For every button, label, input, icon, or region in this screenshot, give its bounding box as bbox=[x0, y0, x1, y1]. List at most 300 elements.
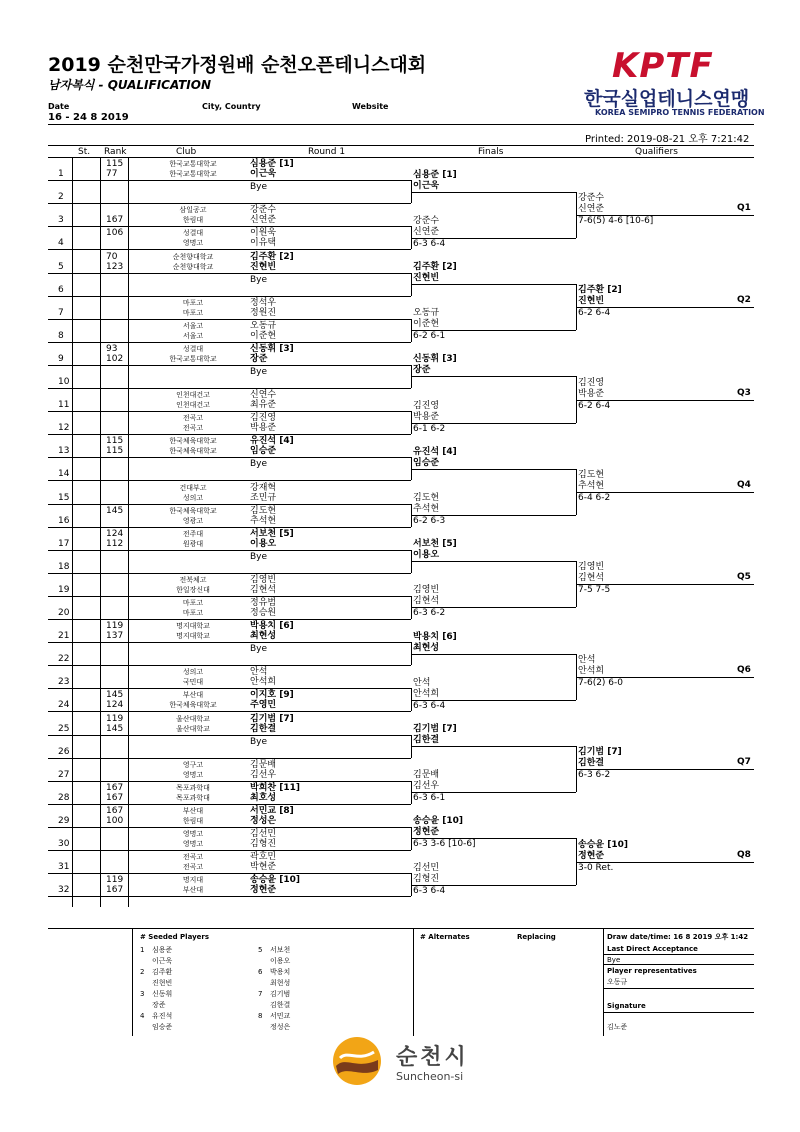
date-label: Date bbox=[48, 102, 70, 111]
finals-player: 김영빈 bbox=[413, 585, 440, 596]
draw-line bbox=[48, 758, 411, 759]
rank-value: 167 bbox=[106, 215, 124, 226]
club-name: 인천대건고 bbox=[176, 391, 210, 400]
rank-value: 102 bbox=[106, 353, 124, 364]
club-name: 부산대 bbox=[182, 806, 204, 815]
club-name: 마포고 bbox=[182, 308, 204, 317]
qualifier-player: 안석희 bbox=[578, 665, 605, 676]
col-qualifiers: Qualifiers bbox=[635, 147, 678, 157]
club-name: 전곡고 bbox=[182, 863, 204, 872]
qualifier-player: 진현빈 bbox=[578, 296, 605, 307]
player-name: 정성은 bbox=[250, 815, 277, 826]
draw-line bbox=[48, 573, 411, 574]
club-name: 한일장신대 bbox=[176, 585, 210, 594]
seed-player: 심용준 bbox=[152, 946, 173, 954]
seed-player: 서민교 bbox=[270, 1012, 291, 1020]
club-name: 전곡고 bbox=[182, 853, 204, 862]
seed-player: 최현성 bbox=[270, 979, 291, 987]
seed-number: 7 bbox=[258, 990, 263, 998]
player-name: 김선민 bbox=[250, 829, 277, 839]
draw-line bbox=[48, 388, 411, 389]
player-reps-value: 오동규 bbox=[607, 978, 628, 986]
col-st: St. bbox=[78, 147, 91, 157]
draw-line bbox=[48, 550, 411, 551]
finals-score: 6-1 6-2 bbox=[413, 423, 446, 434]
seed-player: 정성은 bbox=[270, 1023, 291, 1031]
website-label: Website bbox=[352, 102, 389, 111]
club-name: 한국체육대학교 bbox=[169, 437, 217, 446]
finals-player: 추석현 bbox=[413, 504, 440, 515]
player-name: Bye bbox=[250, 644, 268, 655]
qualifier-player: 추석현 bbox=[578, 480, 605, 491]
player-name: 유진석 [4] bbox=[250, 436, 294, 447]
player-name: 강재혁 bbox=[250, 482, 277, 493]
qualifier-score: 7-5 7-5 bbox=[578, 585, 611, 596]
seed-player: 이근욱 bbox=[152, 957, 173, 965]
club-name: 국민대 bbox=[182, 678, 204, 687]
rank-value: 119 bbox=[106, 875, 124, 886]
player-name: 김형진 bbox=[250, 839, 277, 849]
finals-player: 심용준 [1] bbox=[413, 169, 457, 180]
finals-player: 이근욱 bbox=[413, 180, 440, 191]
draw-line bbox=[48, 504, 411, 505]
club-name: 인천대건고 bbox=[176, 401, 210, 410]
player-name: 신동휘 [3] bbox=[250, 343, 294, 354]
rank-value: 137 bbox=[106, 631, 124, 642]
draw-number: 6 bbox=[58, 284, 64, 295]
player-name: 박용치 [6] bbox=[250, 621, 294, 632]
draw-number: 25 bbox=[58, 723, 70, 734]
draw-line bbox=[48, 596, 411, 597]
qualifier-label: Q4 bbox=[737, 479, 751, 490]
col-club: Club bbox=[176, 147, 197, 157]
finals-player: 신동휘 [3] bbox=[413, 354, 457, 365]
player-name: 임승준 bbox=[250, 446, 277, 457]
finals-player: 김선민 bbox=[413, 862, 440, 873]
seed-number: 8 bbox=[258, 1012, 263, 1020]
club-name: 한림대 bbox=[182, 816, 204, 825]
page-title: 2019 순천만국가정원배 순천오픈테니스대회 bbox=[48, 54, 427, 76]
draw-line bbox=[48, 296, 411, 297]
club-name: 전곡고 bbox=[182, 414, 204, 423]
signature-label: Signature bbox=[607, 1002, 646, 1010]
draw-number: 30 bbox=[58, 839, 70, 849]
draw-line bbox=[48, 203, 411, 204]
finals-score: 6-3 6-1 bbox=[413, 793, 446, 804]
player-name: 신연수 bbox=[250, 390, 277, 401]
draw-number: 29 bbox=[58, 815, 70, 826]
finals-line bbox=[411, 376, 576, 377]
finals-score: 6-2 6-1 bbox=[413, 331, 446, 342]
finals-player: 오동규 bbox=[413, 308, 440, 319]
club-name: 영광고 bbox=[182, 516, 204, 525]
player-name: 서보천 [5] bbox=[250, 528, 294, 539]
draw-number: 10 bbox=[58, 377, 70, 387]
draw-datetime: Draw date/time: 16 8 2019 오후 1:42 bbox=[607, 933, 749, 941]
rank-value: 115 bbox=[106, 446, 124, 457]
seed-player: 김한결 bbox=[270, 1001, 291, 1009]
finals-player: 정현준 bbox=[413, 827, 440, 838]
draw-line bbox=[48, 711, 411, 712]
qualifier-label: Q6 bbox=[737, 664, 751, 675]
draw-line bbox=[48, 619, 411, 620]
suncheon-emblem-icon bbox=[332, 1036, 382, 1086]
lda-label: Last Direct Acceptance bbox=[607, 945, 698, 953]
player-name: 김도현 bbox=[250, 505, 277, 516]
draw-line bbox=[48, 180, 411, 181]
finals-player: 강준수 bbox=[413, 215, 440, 226]
qualifier-player: 김영빈 bbox=[578, 562, 605, 573]
city-name-kr: 순천시 bbox=[396, 1045, 469, 1070]
seed-player: 이용오 bbox=[270, 957, 291, 965]
club-name: 성의고 bbox=[182, 493, 204, 502]
player-name: 박희찬 [11] bbox=[250, 782, 300, 793]
rank-value: 106 bbox=[106, 228, 124, 239]
club-name: 마포고 bbox=[182, 298, 204, 307]
qualifier-player: 김한결 bbox=[578, 758, 605, 769]
player-name: Bye bbox=[250, 182, 268, 193]
draw-number: 8 bbox=[58, 330, 64, 341]
player-name: 최현성 bbox=[250, 631, 277, 642]
club-name: 영명고 bbox=[182, 770, 204, 779]
club-name: 영구고 bbox=[182, 760, 204, 769]
replacing-label: Replacing bbox=[517, 933, 556, 941]
city-name-en: Suncheon-si bbox=[396, 1070, 464, 1083]
finals-player: 김문배 bbox=[413, 770, 440, 781]
draw-line bbox=[48, 249, 411, 250]
finals-player: 신연준 bbox=[413, 226, 440, 237]
player-name: 정석우 bbox=[250, 297, 277, 308]
player-name: 진현빈 bbox=[250, 261, 277, 272]
draw-number: 22 bbox=[58, 654, 70, 665]
finals-line bbox=[411, 654, 576, 655]
finals-player: 김선우 bbox=[413, 781, 440, 792]
seed-player: 장준 bbox=[152, 1001, 166, 1009]
draw-number: 16 bbox=[58, 515, 70, 526]
qualifier-player: 안석 bbox=[578, 654, 596, 665]
draw-line bbox=[48, 480, 411, 481]
club-name: 한국체육대학교 bbox=[169, 701, 217, 710]
player-name: 안석희 bbox=[250, 677, 277, 688]
seed-player: 서보천 bbox=[270, 946, 291, 954]
draw-line bbox=[48, 342, 411, 343]
player-name: Bye bbox=[250, 274, 268, 285]
club-name: 성결대 bbox=[182, 229, 204, 238]
draw-number: 32 bbox=[58, 885, 70, 896]
player-name: Bye bbox=[250, 367, 268, 377]
draw-line bbox=[48, 411, 411, 412]
draw-line bbox=[48, 873, 411, 874]
player-name: 신연준 bbox=[250, 215, 277, 226]
finals-score: 6-3 6-4 bbox=[413, 885, 446, 896]
col-rank: Rank bbox=[104, 147, 127, 157]
seed-player: 신동휘 bbox=[152, 990, 173, 998]
player-name: 심용준 [1] bbox=[250, 159, 294, 170]
player-name: 추석현 bbox=[250, 515, 277, 526]
qualifier-player: 김도현 bbox=[578, 469, 605, 480]
finals-player: 김도현 bbox=[413, 493, 440, 504]
player-name: 김문배 bbox=[250, 759, 277, 770]
finals-line bbox=[411, 561, 576, 562]
rank-value: 112 bbox=[106, 538, 124, 549]
draw-line bbox=[48, 896, 411, 897]
club-name: 삼일공고 bbox=[179, 206, 207, 215]
rank-value: 115 bbox=[106, 436, 124, 447]
club-name: 성의고 bbox=[182, 668, 204, 677]
qualifier-score: 6-2 6-4 bbox=[578, 308, 611, 319]
draw-line bbox=[48, 735, 411, 736]
player-name: 이근욱 bbox=[250, 169, 277, 180]
player-name: 이준현 bbox=[250, 330, 277, 341]
club-name: 마포고 bbox=[182, 609, 204, 617]
player-name: 조민규 bbox=[250, 492, 277, 503]
finals-player: 안석 bbox=[413, 677, 431, 688]
draw-line bbox=[48, 781, 411, 782]
finals-player: 박용치 [6] bbox=[413, 631, 457, 642]
rank-value: 115 bbox=[106, 159, 124, 170]
club-name: 울산대학교 bbox=[176, 724, 210, 733]
kptf-logo: KPTF bbox=[612, 46, 714, 86]
qualifier-player: 김진영 bbox=[578, 377, 605, 388]
draw-number: 27 bbox=[58, 769, 70, 780]
club-name: 울산대학교 bbox=[176, 714, 210, 723]
club-name: 서울고 bbox=[182, 321, 204, 330]
player-name: 김한결 bbox=[250, 723, 277, 734]
rank-value: 167 bbox=[106, 782, 124, 793]
club-name: 한국체육대학교 bbox=[169, 447, 217, 456]
club-name: 부산대 bbox=[182, 691, 204, 700]
finals-score: 6-2 6-3 bbox=[413, 516, 446, 527]
qualifier-score: 3-0 Ret. bbox=[578, 862, 614, 873]
draw-number: 9 bbox=[58, 353, 64, 364]
player-name: 이유택 bbox=[250, 238, 277, 249]
draw-number: 21 bbox=[58, 631, 70, 642]
player-name: 안석 bbox=[250, 667, 268, 678]
draw-number: 3 bbox=[58, 215, 64, 226]
club-name: 목포과학대 bbox=[176, 793, 210, 802]
draw-line bbox=[48, 319, 411, 320]
finals-score: 6-3 6-2 bbox=[413, 608, 446, 619]
player-name: Bye bbox=[250, 736, 268, 747]
player-name: 오동규 bbox=[250, 320, 277, 331]
rank-value: 145 bbox=[106, 690, 124, 701]
finals-player: 김기범 [7] bbox=[413, 724, 457, 735]
player-name: 정승원 bbox=[250, 608, 277, 618]
signature-value: 김노준 bbox=[607, 1023, 628, 1031]
qualifier-label: Q3 bbox=[737, 387, 751, 398]
draw-line bbox=[48, 273, 411, 274]
player-name: 이용오 bbox=[250, 538, 277, 549]
player-name: 이원욱 bbox=[250, 228, 277, 239]
club-name: 한국교통대학교 bbox=[169, 170, 217, 179]
federation-name-kr: 한국실업테니스연맹 bbox=[584, 88, 750, 110]
player-name: 박현준 bbox=[250, 862, 277, 873]
club-name: 순천향대학교 bbox=[172, 262, 214, 271]
qualifier-player: 박용준 bbox=[578, 388, 605, 399]
draw-number: 12 bbox=[58, 423, 70, 434]
finals-player: 박용준 bbox=[413, 411, 440, 422]
col-finals: Finals bbox=[478, 147, 504, 157]
player-name: 김주환 [2] bbox=[250, 251, 294, 262]
qualifier-score: 7-6(5) 4-6 [10-6] bbox=[578, 215, 654, 226]
seed-number: 5 bbox=[258, 946, 263, 954]
club-name: 한국체육대학교 bbox=[169, 506, 217, 515]
seed-number: 4 bbox=[140, 1012, 145, 1020]
seed-player: 진현빈 bbox=[152, 979, 173, 987]
qualifier-label: Q2 bbox=[737, 295, 751, 306]
draw-number: 5 bbox=[58, 261, 64, 272]
seed-player: 김주환 bbox=[152, 968, 173, 976]
player-name: 최유준 bbox=[250, 400, 277, 411]
player-name: 김영빈 bbox=[250, 574, 277, 585]
qualifier-score: 7-6(2) 6-0 bbox=[578, 677, 624, 688]
player-name: 김기범 [7] bbox=[250, 713, 294, 724]
draw-number: 4 bbox=[58, 238, 64, 249]
club-name: 한국교통대학교 bbox=[169, 354, 217, 363]
player-name: 이지호 [9] bbox=[250, 690, 294, 701]
draw-line bbox=[48, 642, 411, 643]
finals-player: 김진영 bbox=[413, 400, 440, 411]
rank-value: 167 bbox=[106, 792, 124, 803]
finals-line bbox=[411, 469, 576, 470]
finals-line bbox=[411, 746, 576, 747]
player-reps-label: Player representatives bbox=[607, 967, 697, 975]
club-name: 순천향대학교 bbox=[172, 252, 214, 261]
finals-score: 6-3 6-4 bbox=[413, 700, 446, 711]
draw-number: 24 bbox=[58, 700, 70, 711]
finals-player: 김형진 bbox=[413, 873, 440, 884]
player-name: 정현준 bbox=[250, 885, 277, 896]
draw-number: 11 bbox=[58, 400, 70, 411]
club-name: 명지대학교 bbox=[176, 632, 210, 641]
player-name: 강준수 bbox=[250, 205, 277, 216]
player-name: 김진영 bbox=[250, 413, 277, 424]
club-name: 목포과학대 bbox=[176, 783, 210, 792]
draw-number: 13 bbox=[58, 446, 70, 457]
player-name: 정원진 bbox=[250, 307, 277, 318]
rank-value: 167 bbox=[106, 885, 124, 896]
draw-line bbox=[48, 434, 411, 435]
draw-line bbox=[48, 850, 411, 851]
qualifier-label: Q7 bbox=[737, 757, 751, 768]
player-name: 정유범 bbox=[250, 598, 277, 608]
player-name: 김선우 bbox=[250, 769, 277, 780]
player-name: 장준 bbox=[250, 353, 268, 364]
qualifier-player: 신연준 bbox=[578, 203, 605, 214]
draw-number: 28 bbox=[58, 792, 70, 803]
qualifier-label: Q5 bbox=[737, 572, 751, 583]
club-name: 전북체고 bbox=[179, 575, 207, 584]
finals-player: 진현빈 bbox=[413, 273, 440, 284]
draw-line bbox=[48, 226, 411, 227]
finals-player: 송승윤 [10] bbox=[413, 816, 463, 827]
seed-number: 2 bbox=[140, 968, 145, 976]
draw-line bbox=[48, 804, 411, 805]
printed-timestamp: Printed: 2019-08-21 오후 7:21:42 bbox=[585, 134, 750, 145]
seed-number: 1 bbox=[140, 946, 145, 954]
player-name: Bye bbox=[250, 551, 268, 562]
seed-number: 3 bbox=[140, 990, 145, 998]
seed-player: 김기범 bbox=[270, 990, 291, 998]
rank-value: 124 bbox=[106, 528, 124, 539]
rank-value: 124 bbox=[106, 700, 124, 711]
alternates-label: # Alternates bbox=[420, 933, 470, 941]
finals-player: 장준 bbox=[413, 365, 431, 376]
qualifier-score: 6-4 6-2 bbox=[578, 492, 611, 503]
player-name: 곽호민 bbox=[250, 852, 277, 863]
lda-value: Bye bbox=[607, 956, 621, 964]
draw-line bbox=[48, 827, 411, 828]
club-name: 건대부고 bbox=[179, 483, 207, 492]
draw-number: 14 bbox=[58, 469, 70, 480]
finals-player: 이준현 bbox=[413, 319, 440, 330]
draw-line bbox=[48, 665, 411, 666]
seed-player: 임승준 bbox=[152, 1023, 173, 1031]
club-name: 부산대 bbox=[182, 886, 204, 895]
draw-number: 20 bbox=[58, 608, 70, 618]
finals-score: 6-3 3-6 [10-6] bbox=[413, 839, 476, 850]
finals-player: 안석희 bbox=[413, 688, 440, 699]
rank-value: 100 bbox=[106, 815, 124, 826]
club-name: 영명고 bbox=[182, 840, 204, 848]
finals-player: 김현석 bbox=[413, 596, 440, 607]
finals-player: 이용오 bbox=[413, 550, 440, 561]
rank-value: 93 bbox=[106, 343, 118, 354]
rank-value: 77 bbox=[106, 169, 118, 180]
draw-line bbox=[48, 457, 411, 458]
qualifier-player: 김주환 [2] bbox=[578, 285, 622, 296]
finals-player: 유진석 [4] bbox=[413, 446, 457, 457]
rank-value: 119 bbox=[106, 621, 124, 632]
draw-number: 2 bbox=[58, 192, 64, 203]
draw-number: 23 bbox=[58, 677, 70, 688]
player-name: 최호성 bbox=[250, 792, 277, 803]
date-value: 16 - 24 8 2019 bbox=[48, 112, 129, 123]
finals-player: 최현성 bbox=[413, 642, 440, 653]
player-name: 송승윤 [10] bbox=[250, 875, 300, 886]
draw-line bbox=[48, 365, 411, 366]
finals-score: 6-3 6-4 bbox=[413, 238, 446, 249]
finals-player: 임승준 bbox=[413, 457, 440, 468]
col-round1: Round 1 bbox=[308, 147, 346, 157]
club-name: 마포고 bbox=[182, 599, 204, 607]
club-name: 명지대학교 bbox=[176, 622, 210, 631]
seeded-players-label: # Seeded Players bbox=[140, 933, 210, 941]
draw-line bbox=[48, 527, 411, 528]
draw-number: 26 bbox=[58, 746, 70, 757]
qualifier-player: 정현준 bbox=[578, 850, 605, 861]
club-name: 한림대 bbox=[182, 216, 204, 225]
player-name: 주영민 bbox=[250, 700, 277, 711]
draw-number: 18 bbox=[58, 561, 70, 572]
federation-name-en: KOREA SEMIPRO TENNIS FEDERATION bbox=[595, 108, 765, 117]
player-name: Bye bbox=[250, 459, 268, 470]
rank-value: 123 bbox=[106, 261, 124, 272]
club-name: 명지대 bbox=[182, 876, 204, 885]
finals-player: 김주환 [2] bbox=[413, 262, 457, 273]
city-label: City, Country bbox=[202, 102, 261, 111]
club-name: 영명고 bbox=[182, 830, 204, 838]
rank-value: 70 bbox=[106, 251, 118, 262]
draw-line bbox=[48, 688, 411, 689]
club-name: 전주대 bbox=[182, 529, 204, 538]
player-name: 박용준 bbox=[250, 423, 277, 434]
draw-number: 7 bbox=[58, 307, 64, 318]
finals-line bbox=[411, 284, 576, 285]
rank-value: 167 bbox=[106, 805, 124, 816]
qualifier-label: Q1 bbox=[737, 202, 751, 213]
draw-number: 15 bbox=[58, 492, 70, 503]
